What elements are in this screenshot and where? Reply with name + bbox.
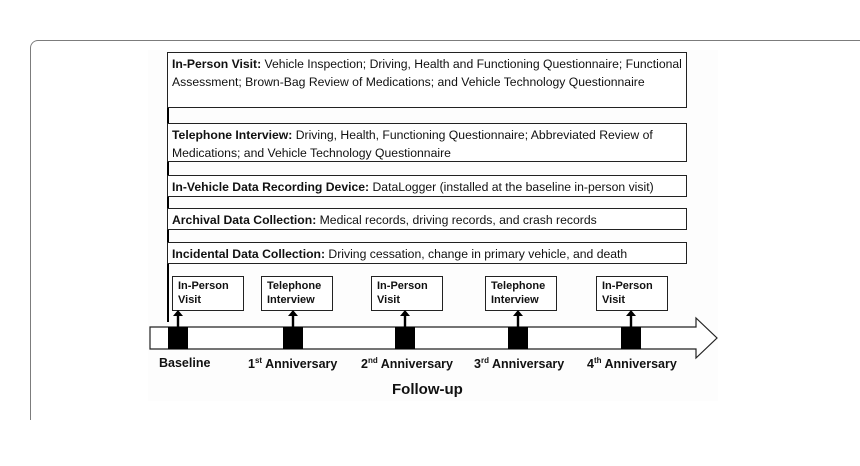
axis-title: Follow-up [392, 381, 463, 398]
visit-line1: In-Person [178, 280, 229, 292]
label-sup: nd [367, 356, 378, 365]
bar-title: In-Person Visit: [172, 57, 262, 71]
label-anniversary-4 [587, 356, 677, 371]
label-anniversary-1 [248, 356, 337, 371]
timepoint-marker [283, 327, 303, 349]
visit-box-baseline [172, 276, 244, 311]
label-num: 3 [474, 357, 481, 372]
bar-archival-data [167, 208, 687, 230]
bar-title: In-Vehicle Data Recording Device: [172, 180, 370, 194]
up-arrow-icon [400, 310, 410, 327]
label-sup: th [593, 356, 602, 365]
label-num: 2 [361, 357, 368, 372]
bar-text: Driving, Health, Functioning Questionnaire; Abbreviated Review of Medications; and Vehicle Technology Questionnaire [172, 128, 653, 160]
visit-line2: Visit [178, 294, 202, 306]
bar-title: Telephone Interview: [172, 128, 293, 142]
bar-in-vehicle-data [167, 175, 687, 197]
timepoint-marker [395, 327, 415, 349]
label-num: 4 [587, 357, 594, 372]
bar-in-person-visit [167, 52, 687, 108]
label-num: 1 [248, 357, 255, 372]
visit-line2: Interview [491, 294, 539, 306]
visit-line2: Visit [377, 294, 401, 306]
bar-text: DataLogger (installed at the baseline in-person visit) [369, 180, 654, 194]
timepoint-marker [508, 327, 528, 349]
bar-text: Driving cessation, change in primary vehicle, and death [325, 247, 628, 261]
up-arrow-icon [173, 310, 183, 327]
visit-line1: In-Person [377, 280, 428, 292]
visit-line1: Telephone [491, 280, 546, 292]
bar-title: Archival Data Collection: [172, 213, 317, 227]
bar-telephone-interview [167, 123, 687, 162]
label-word: Anniversary [601, 357, 677, 372]
visit-line2: Visit [602, 294, 626, 306]
up-arrow-icon [288, 310, 298, 327]
label-baseline [159, 356, 210, 370]
bar-text: Vehicle Inspection; Driving, Health and Functioning Questionnaire; Functional Assessment; Brown-Bag Review of Medications; and Vehicle Technology Questionnaire [172, 57, 682, 89]
bar-incidental-data [167, 242, 687, 264]
visit-line1: Telephone [267, 280, 322, 292]
visit-box-year3 [485, 276, 557, 311]
visit-box-year2 [371, 276, 443, 311]
label-sup: rd [480, 356, 489, 365]
visit-line2: Interview [267, 294, 315, 306]
visit-line1: In-Person [602, 280, 653, 292]
up-arrow-icon [513, 310, 523, 327]
visit-box-year1 [261, 276, 333, 311]
label-anniversary-2 [361, 356, 453, 371]
label-sup: st [254, 356, 263, 365]
visit-box-year4 [596, 276, 668, 311]
bar-text: Medical records, driving records, and crash records [316, 213, 597, 227]
timepoint-marker [168, 327, 188, 349]
timepoint-marker [621, 327, 641, 349]
label-word: Baseline [159, 356, 211, 370]
label-word: Anniversary [377, 357, 454, 372]
label-word: Anniversary [262, 357, 338, 372]
up-arrow-icon [626, 310, 636, 327]
label-word: Anniversary [488, 357, 565, 372]
label-anniversary-3 [474, 356, 564, 371]
bar-title: Incidental Data Collection: [172, 247, 326, 261]
